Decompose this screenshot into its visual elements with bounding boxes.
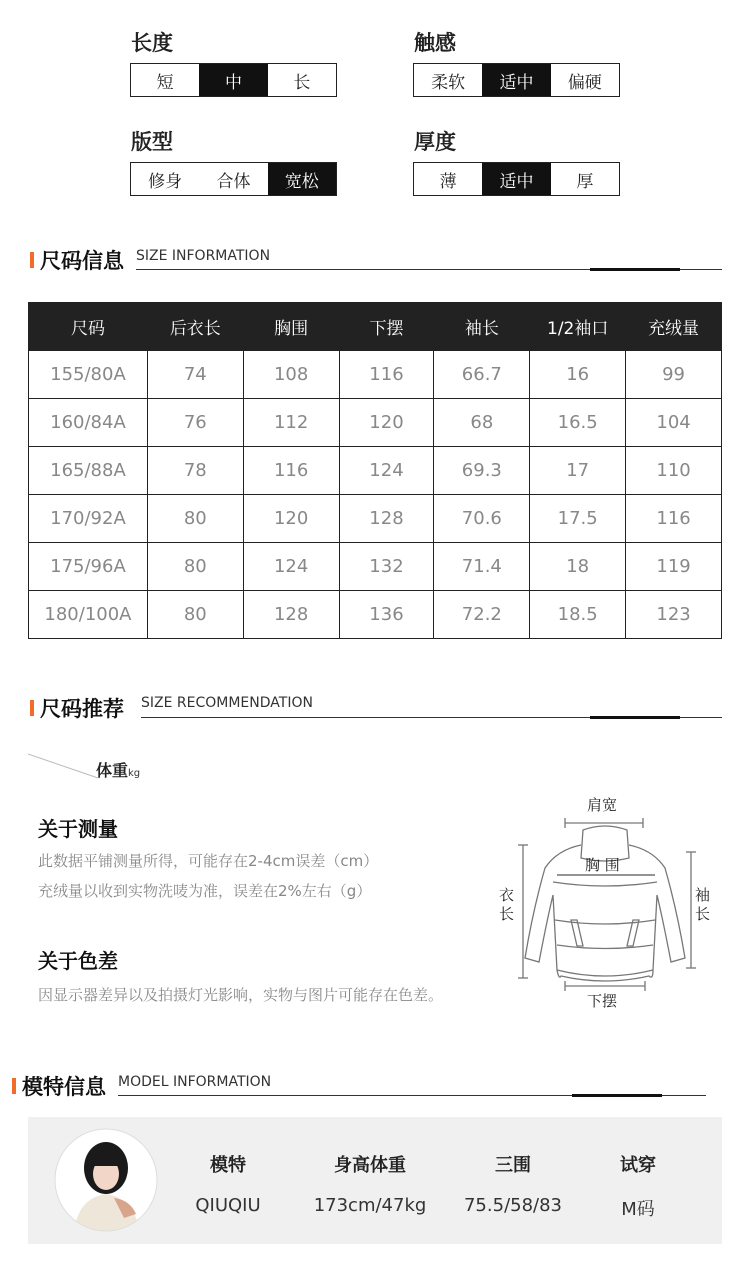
table-cell: 110: [626, 447, 722, 495]
length-title: 长度: [131, 31, 173, 55]
table-cell: 69.3: [434, 447, 530, 495]
model-info-card: [28, 1117, 722, 1244]
table-row: [29, 591, 722, 639]
model-avatar: [54, 1128, 158, 1232]
model-size-value: M码: [621, 1199, 655, 1220]
length-selector: [130, 63, 337, 97]
table-cell: 120: [243, 495, 339, 543]
table-cell: 80: [147, 591, 243, 639]
feel-title: 触感: [414, 31, 456, 55]
table-row: [29, 447, 722, 495]
table-cell: 123: [626, 591, 722, 639]
feel-option-soft: 柔软: [431, 72, 466, 93]
section-divider-accent: [572, 1094, 662, 1097]
table-cell: 128: [339, 495, 434, 543]
model-height-label: 身高体重: [334, 1155, 406, 1176]
thickness-option-medium: 适中: [482, 163, 550, 195]
table-cell: 155/80A: [29, 351, 148, 399]
measure-text-2: 充绒量以收到实物洗唛为准，误差在2%左右（g）: [38, 882, 372, 900]
header-fill: 充绒量: [626, 303, 722, 351]
section-accent-bar: [30, 252, 34, 268]
model-size-label: 试穿: [620, 1155, 656, 1176]
header-sleeve: 袖长: [434, 303, 530, 351]
thickness-title: 厚度: [414, 130, 456, 154]
model-size-col: [588, 1151, 688, 1221]
model-measure-value: 75.5/58/83: [463, 1195, 562, 1216]
table-cell: 112: [243, 399, 339, 447]
table-header-row: [29, 303, 722, 351]
weight-label: 体重: [96, 761, 129, 780]
model-height-col: [300, 1151, 440, 1216]
weight-label-group: [96, 758, 140, 781]
table-cell: 70.6: [434, 495, 530, 543]
table-cell: 116: [339, 351, 434, 399]
table-cell: 165/88A: [29, 447, 148, 495]
table-row: [29, 495, 722, 543]
fit-title: 版型: [131, 130, 173, 154]
table-cell: 16.5: [530, 399, 626, 447]
table-cell: 80: [147, 495, 243, 543]
table-cell: 78: [147, 447, 243, 495]
table-cell: 72.2: [434, 591, 530, 639]
model-measure-label: 三围: [495, 1155, 531, 1176]
measure-text-1: 此数据平铺测量所得，可能存在2-4cm误差（cm）: [38, 852, 379, 870]
length-option-long: 长: [293, 72, 311, 93]
weight-unit: kg: [128, 768, 141, 779]
table-cell: 136: [339, 591, 434, 639]
table-cell: 116: [243, 447, 339, 495]
fit-option-regular: 合体: [216, 171, 251, 192]
table-cell: 132: [339, 543, 434, 591]
table-cell: 74: [147, 351, 243, 399]
table-cell: 68: [434, 399, 530, 447]
table-cell: 120: [339, 399, 434, 447]
diagonal-line: [28, 752, 100, 782]
model-info-title: 模特信息: [22, 1075, 106, 1099]
model-height-value: 173cm/47kg: [313, 1195, 427, 1216]
thickness-option-thin: 薄: [439, 171, 457, 192]
section-accent-bar: [30, 700, 34, 716]
table-cell: 16: [530, 351, 626, 399]
fit-option-loose: 宽松: [268, 163, 336, 195]
table-cell: 18.5: [530, 591, 626, 639]
table-cell: 128: [243, 591, 339, 639]
table-cell: 160/84A: [29, 399, 148, 447]
table-cell: 108: [243, 351, 339, 399]
length-option-medium: 中: [199, 64, 267, 96]
feel-option-hard: 偏硬: [567, 72, 602, 93]
table-row: [29, 351, 722, 399]
header-back-length: 后衣长: [147, 303, 243, 351]
jacket-diagram: [495, 790, 720, 1015]
header-chest: 胸围: [243, 303, 339, 351]
diagram-hem-label: 下摆: [587, 992, 618, 1010]
size-info-subtitle: SIZE INFORMATION: [136, 248, 271, 264]
thickness-selector: [413, 162, 620, 196]
table-cell: 119: [626, 543, 722, 591]
table-cell: 104: [626, 399, 722, 447]
section-divider-accent: [590, 716, 680, 719]
table-cell: 17: [530, 447, 626, 495]
color-diff-text: 因显示器差异以及拍摄灯光影响，实物与图片可能存在色差。: [38, 986, 444, 1004]
color-diff-title: 关于色差: [38, 949, 118, 973]
model-name-col: [178, 1151, 278, 1216]
table-cell: 99: [626, 351, 722, 399]
section-divider-accent: [590, 268, 680, 271]
table-cell: 80: [147, 543, 243, 591]
model-measure-col: [448, 1151, 578, 1216]
table-cell: 170/92A: [29, 495, 148, 543]
table-cell: 124: [339, 447, 434, 495]
measure-title: 关于测量: [38, 817, 118, 841]
diagram-shoulder-label: 肩宽: [587, 796, 618, 814]
length-option-short: 短: [156, 72, 174, 93]
table-cell: 175/96A: [29, 543, 148, 591]
diagram-sleeve-label: 袖长: [695, 886, 711, 923]
section-accent-bar: [12, 1078, 16, 1094]
table-row: [29, 399, 722, 447]
header-cuff: 1/2袖口: [530, 303, 626, 351]
fit-selector: [130, 162, 337, 196]
fit-option-slim: 修身: [148, 171, 183, 192]
diagram-length-label: 衣长: [499, 886, 515, 923]
size-table: [28, 302, 722, 639]
table-row: [29, 543, 722, 591]
table-cell: 76: [147, 399, 243, 447]
feel-selector: [413, 63, 620, 97]
table-cell: 71.4: [434, 543, 530, 591]
size-rec-subtitle: SIZE RECOMMENDATION: [141, 695, 313, 711]
feel-option-medium: 适中: [482, 64, 550, 96]
header-hem: 下摆: [339, 303, 434, 351]
diagram-chest-label: 胸 围: [585, 856, 620, 874]
size-rec-title: 尺码推荐: [40, 697, 124, 721]
thickness-option-thick: 厚: [576, 171, 594, 192]
model-info-subtitle: MODEL INFORMATION: [118, 1074, 272, 1090]
table-cell: 18: [530, 543, 626, 591]
table-cell: 66.7: [434, 351, 530, 399]
table-cell: 116: [626, 495, 722, 543]
size-info-title: 尺码信息: [40, 249, 124, 273]
table-cell: 17.5: [530, 495, 626, 543]
table-cell: 124: [243, 543, 339, 591]
header-size: 尺码: [29, 303, 148, 351]
table-cell: 180/100A: [29, 591, 148, 639]
model-name-label: 模特: [210, 1155, 246, 1176]
model-name-value: QIUQIU: [195, 1195, 261, 1216]
